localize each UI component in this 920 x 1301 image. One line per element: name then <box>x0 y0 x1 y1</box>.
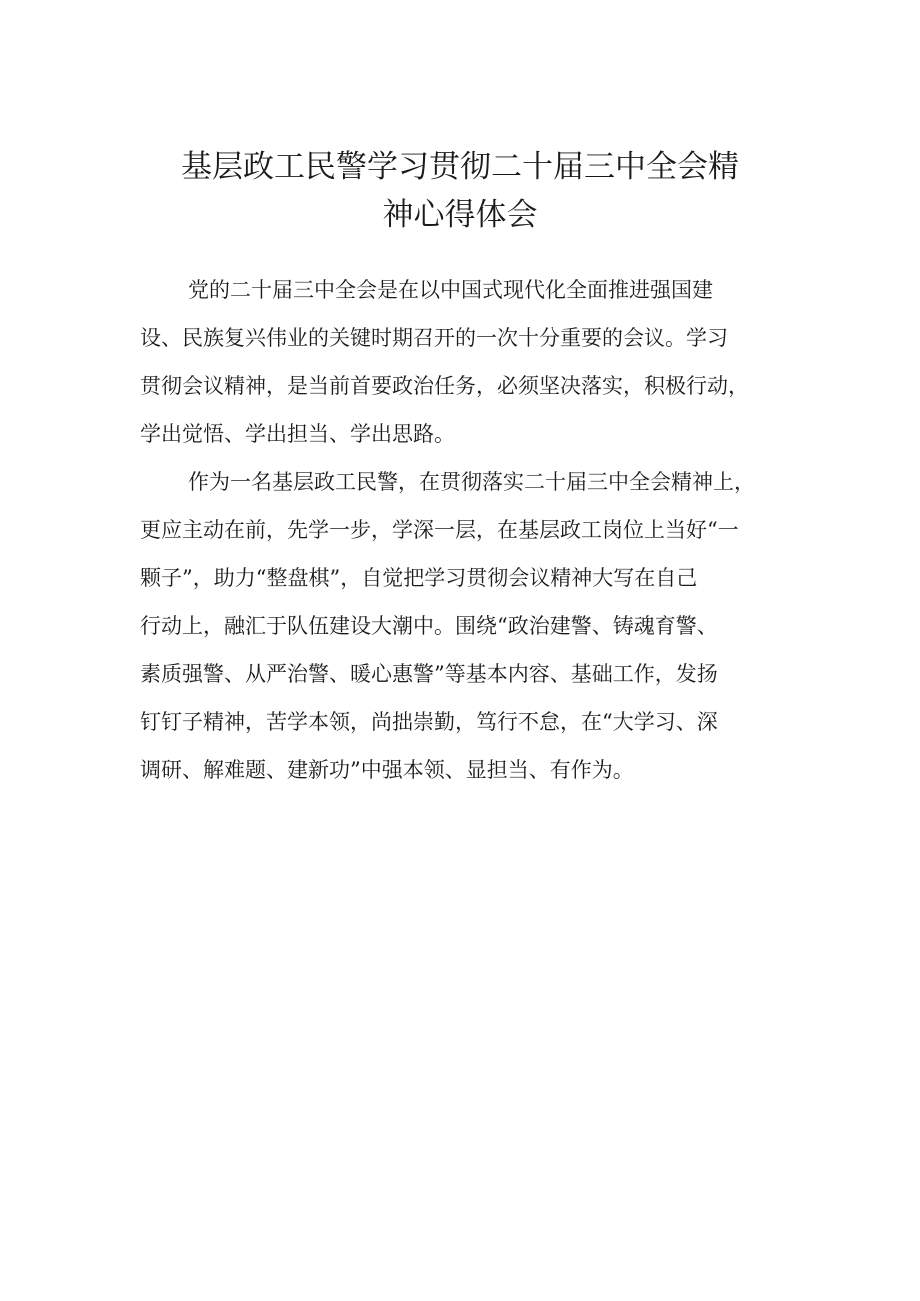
paragraph-line: 作为一名基层政工民警，在贯彻落实二十届三中全会精神上， <box>188 470 755 494</box>
paragraph-line: 贯彻会议精神，是当前首要政治任务，必须坚决落实，积极行动， <box>140 374 749 398</box>
paragraph-2 <box>140 458 790 794</box>
paragraph-1 <box>140 266 790 458</box>
paragraph-line: 学出觉悟、学出担当、学出思路。 <box>140 422 455 446</box>
paragraph-line: 党的二十届三中全会是在以中国式现代化全面推进强国建 <box>188 278 713 302</box>
paragraph-line: 素质强警、从严治警、暖心惠警”等基本内容、基础工作，发扬 <box>140 662 718 686</box>
document-title <box>140 143 780 239</box>
paragraph-line: 更应主动在前，先学一步，学深一层，在基层政工岗位上当好“一 <box>140 518 739 542</box>
title-line-1: 基层政工民警学习贯彻二十届三中全会精 <box>181 149 739 185</box>
paragraph-line: 设、民族复兴伟业的关键时期召开的一次十分重要的会议。学习 <box>140 326 728 350</box>
paragraph-line: 颗子”，助力“整盘棋”，自觉把学习贯彻会议精神大写在自己 <box>140 566 698 590</box>
document-body <box>140 266 790 794</box>
paragraph-line: 钉钉子精神，苦学本领，尚拙崇勤，笃行不怠，在“大学习、深 <box>140 710 718 734</box>
paragraph-line: 调研、解难题、建新功”中强本领、显担当、有作为。 <box>140 758 634 782</box>
title-line-2: 神心得体会 <box>382 197 538 233</box>
paragraph-line: 行动上，融汇于队伍建设大潮中。围绕“政治建警、铸魂育警、 <box>140 614 718 638</box>
